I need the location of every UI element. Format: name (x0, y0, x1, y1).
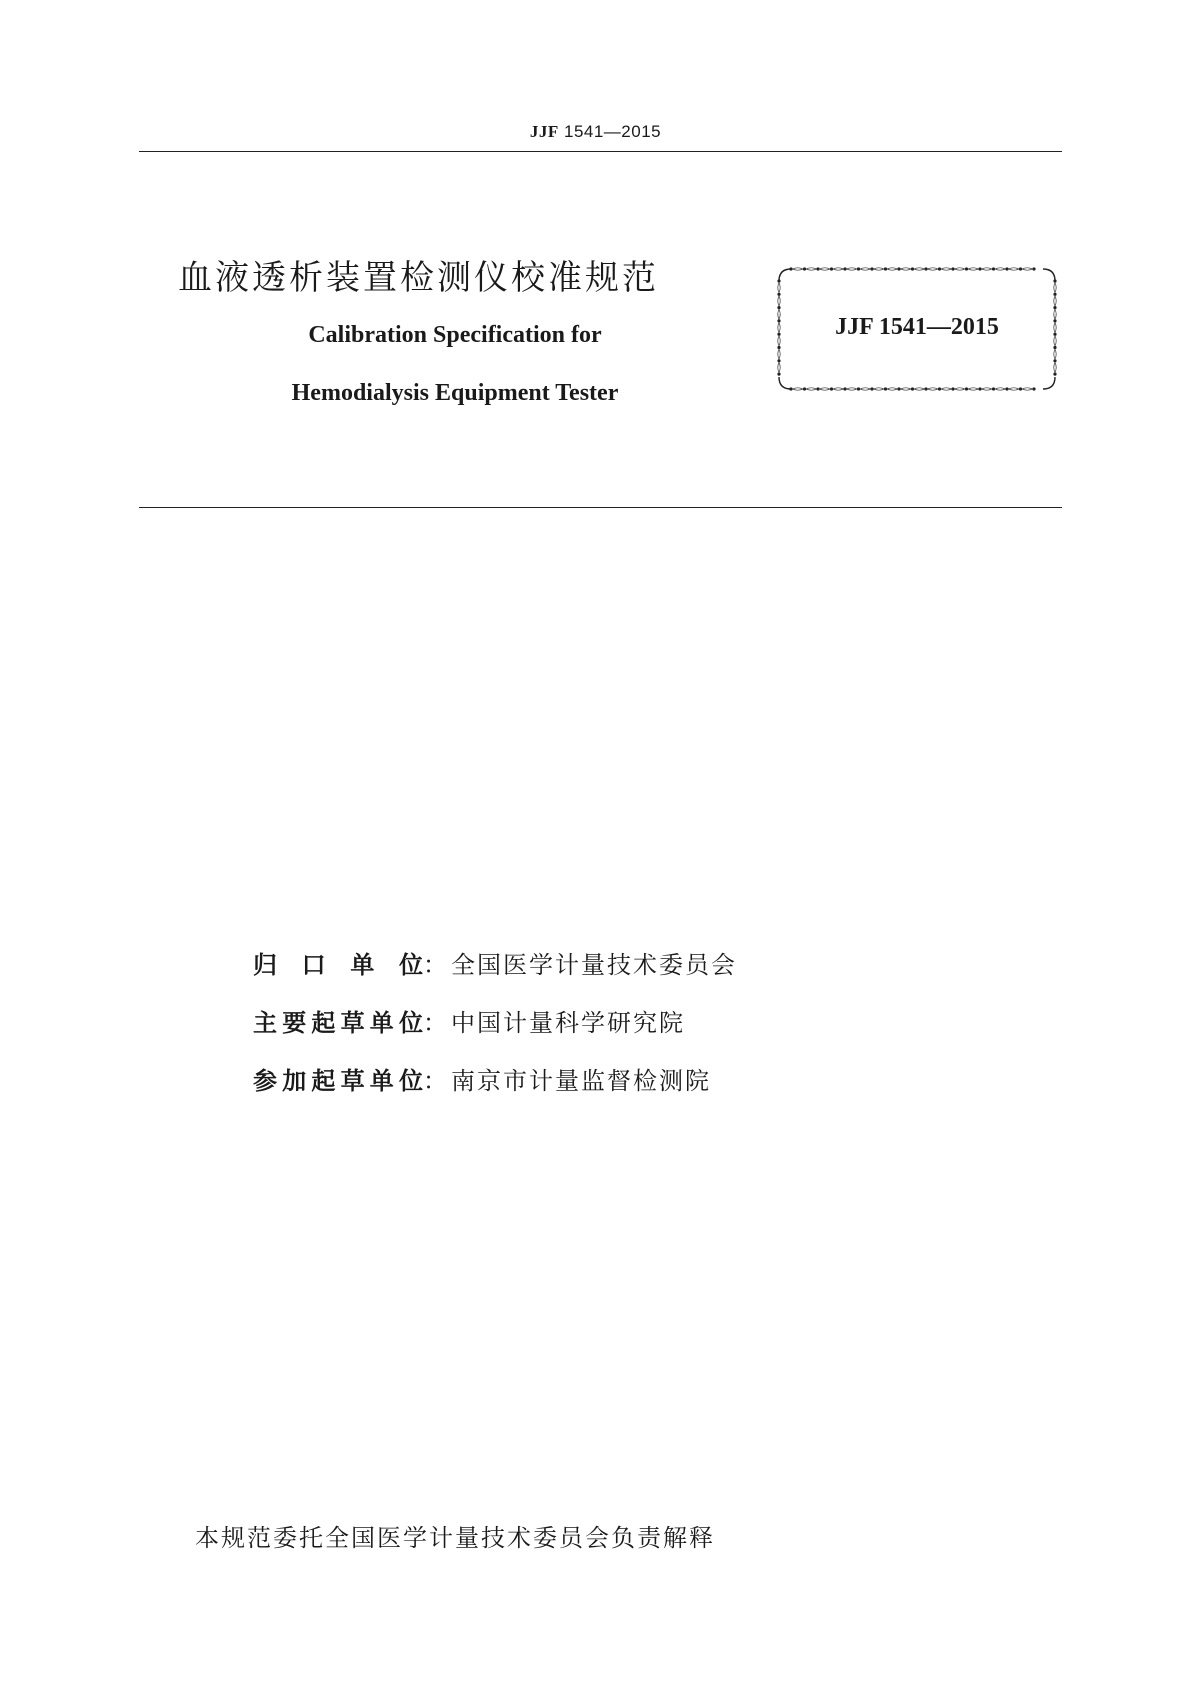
organization-label-char: 要 (282, 1009, 307, 1037)
border-lozenge (887, 388, 897, 390)
organization-label-char: 位 (398, 951, 423, 979)
border-lozenge (847, 388, 857, 390)
organization-value: 全国医学计量技术委员会 (451, 951, 737, 979)
border-lozenge (778, 283, 780, 293)
organization-colon: ： (423, 1009, 447, 1037)
organization-label-char: 口 (301, 951, 326, 979)
running-header (0, 122, 1191, 142)
organization-colon: ： (423, 1067, 447, 1095)
running-header-prefix: JJF (529, 122, 559, 141)
border-lozenge (1009, 388, 1019, 390)
organization-label-char: 单 (369, 1009, 394, 1037)
border-lozenge (860, 268, 870, 270)
border-lozenge (1054, 283, 1056, 293)
border-lozenge (1054, 362, 1056, 372)
footer-note: 本规范委托全国医学计量技术委员会负责解释 (195, 1524, 715, 1552)
border-lozenge (1022, 388, 1032, 390)
organization-label-char: 位 (398, 1067, 423, 1095)
organization-label-char: 归 (253, 951, 277, 979)
border-lozenge (995, 388, 1005, 390)
border-lozenge (778, 296, 780, 306)
border-lozenge (928, 268, 938, 270)
border-lozenge (1009, 268, 1019, 270)
border-lozenge (955, 388, 965, 390)
title-chinese: 血液透析装置检测仪校准规范 (178, 258, 659, 298)
border-lozenge (1054, 349, 1056, 359)
code-box (774, 264, 1060, 394)
organization-label-char: 草 (340, 1067, 365, 1095)
title-english-line1: Calibration Specification for (308, 322, 602, 348)
border-lozenge (860, 388, 870, 390)
organization-label-char: 起 (311, 1067, 336, 1095)
organization-row (253, 1003, 737, 1061)
organization-value: 南京市计量监督检测院 (451, 1067, 711, 1095)
border-lozenge (901, 388, 911, 390)
header-rule (139, 151, 1062, 152)
border-lozenge (995, 268, 1005, 270)
border-dot (1032, 387, 1035, 390)
border-lozenge (887, 268, 897, 270)
organization-label-char: 单 (350, 951, 375, 979)
title-english-line2: Hemodialysis Equipment Tester (291, 380, 619, 406)
organization-label (253, 1061, 423, 1096)
border-corner (779, 269, 791, 281)
organization-label-char: 主 (253, 1009, 277, 1037)
border-dot (1053, 373, 1056, 376)
border-lozenge (833, 268, 843, 270)
code-box-text: JJF 1541—2015 (835, 314, 999, 340)
organization-label-char: 草 (340, 1009, 365, 1037)
border-lozenge (1022, 268, 1032, 270)
border-corner (1043, 377, 1055, 389)
border-lozenge (806, 268, 816, 270)
border-lozenge (833, 388, 843, 390)
border-lozenge (874, 388, 884, 390)
border-lozenge (914, 388, 924, 390)
organization-label-char: 参 (253, 1067, 277, 1095)
border-lozenge (820, 388, 830, 390)
border-lozenge (982, 388, 992, 390)
organization-label (253, 1003, 423, 1038)
border-lozenge (941, 388, 951, 390)
organization-value: 中国计量科学研究院 (451, 1009, 685, 1037)
border-corner (779, 377, 791, 389)
border-lozenge (847, 268, 857, 270)
border-lozenge (778, 362, 780, 372)
border-lozenge (968, 388, 978, 390)
border-lozenge (914, 268, 924, 270)
running-header-number: 1541—2015 (563, 122, 662, 141)
border-lozenge (806, 388, 816, 390)
organization-row (253, 1061, 737, 1119)
border-lozenge (955, 268, 965, 270)
organization-row (253, 945, 737, 1003)
organization-label-char: 单 (369, 1067, 394, 1095)
border-lozenge (1054, 296, 1056, 306)
organization-list (253, 945, 737, 1119)
organization-label-char: 加 (282, 1067, 307, 1095)
border-lozenge (982, 268, 992, 270)
border-lozenge (928, 388, 938, 390)
title-bottom-rule (139, 507, 1062, 508)
border-dot (777, 373, 780, 376)
border-dot (1032, 267, 1035, 270)
border-lozenge (793, 388, 803, 390)
border-lozenge (901, 268, 911, 270)
border-corner (1043, 269, 1055, 281)
organization-colon: ： (423, 951, 447, 979)
organization-label-char: 位 (398, 1009, 423, 1037)
border-lozenge (778, 349, 780, 359)
border-lozenge (820, 268, 830, 270)
border-lozenge (874, 268, 884, 270)
border-lozenge (793, 268, 803, 270)
border-lozenge (968, 268, 978, 270)
organization-label-char: 起 (311, 1009, 336, 1037)
organization-label (253, 945, 423, 980)
border-lozenge (941, 268, 951, 270)
